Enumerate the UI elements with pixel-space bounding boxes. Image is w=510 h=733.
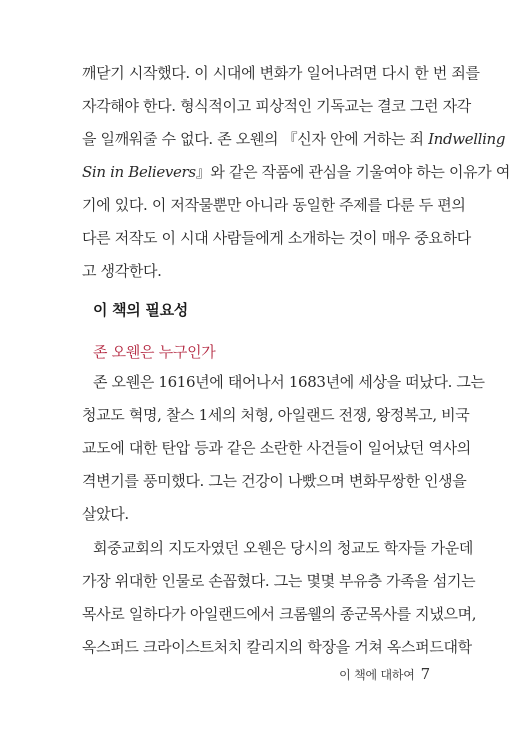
intro-paragraph <box>82 57 510 288</box>
body-paragraph-2 <box>82 532 477 664</box>
intro-line-1: 깨닫기 시작했다. 이 시대에 변화가 일어나려면 다시 한 번 죄를 <box>82 64 480 82</box>
section-heading: 이 책의 필요성 <box>93 301 188 319</box>
body-line-6: 회중교회의 지도자였던 오웬은 당시의 청교도 학자들 가운데 <box>93 539 474 557</box>
body-line-1: 존 오웬은 1616년에 태어나서 1683년에 세상을 떠났다. 그는 <box>93 373 485 391</box>
subheading: 존 오웬은 누구인가 <box>93 343 216 361</box>
intro-line-5: 기에 있다. 이 저작물뿐만 아니라 동일한 주제를 다룬 두 편의 <box>82 196 466 214</box>
running-head: 이 책에 대하여 <box>339 668 415 682</box>
intro-line-4 <box>82 156 510 189</box>
body-line-7: 가장 위대한 인물로 손꼽혔다. 그는 몇몇 부유층 가족을 섬기는 <box>82 572 476 590</box>
english-title-part-2: Sin in Believers <box>82 163 196 181</box>
intro-line-7: 고 생각한다. <box>82 262 162 280</box>
intro-line-6: 다른 저작도 이 시대 사람들에게 소개하는 것이 매우 중요하다 <box>82 229 471 247</box>
body-line-5: 살았다. <box>82 505 129 523</box>
body-line-2: 청교도 혁명, 찰스 1세의 처형, 아일랜드 전쟁, 왕정복고, 비국 <box>82 406 470 424</box>
body-line-4: 격변기를 풍미했다. 그는 건강이 나빴으며 변화무쌍한 인생을 <box>82 472 467 490</box>
body-line-9: 옥스퍼드 크라이스트처치 칼리지의 학장을 거쳐 옥스퍼드대학 <box>82 638 472 656</box>
page-number: 7 <box>420 665 430 683</box>
english-title-part-1: Indwelling <box>428 130 506 148</box>
body-paragraph-1 <box>82 366 485 531</box>
body-line-8: 목사로 일하다가 아일랜드에서 크롬웰의 종군목사를 지냈으며, <box>82 605 477 623</box>
intro-line-3-text: 을 일깨워줄 수 없다. 존 오웬의 『신자 안에 거하는 죄 <box>82 130 429 148</box>
page-footer <box>339 665 430 683</box>
body-line-3: 교도에 대한 탄압 등과 같은 소란한 사건들이 일어났던 역사의 <box>82 439 471 457</box>
intro-line-3 <box>82 123 506 156</box>
intro-line-4-text: 』와 같은 작품에 관심을 기울여야 하는 이유가 여 <box>195 163 510 181</box>
intro-line-2: 자각해야 한다. 형식적이고 피상적인 기독교는 결코 그런 자각 <box>82 97 471 115</box>
